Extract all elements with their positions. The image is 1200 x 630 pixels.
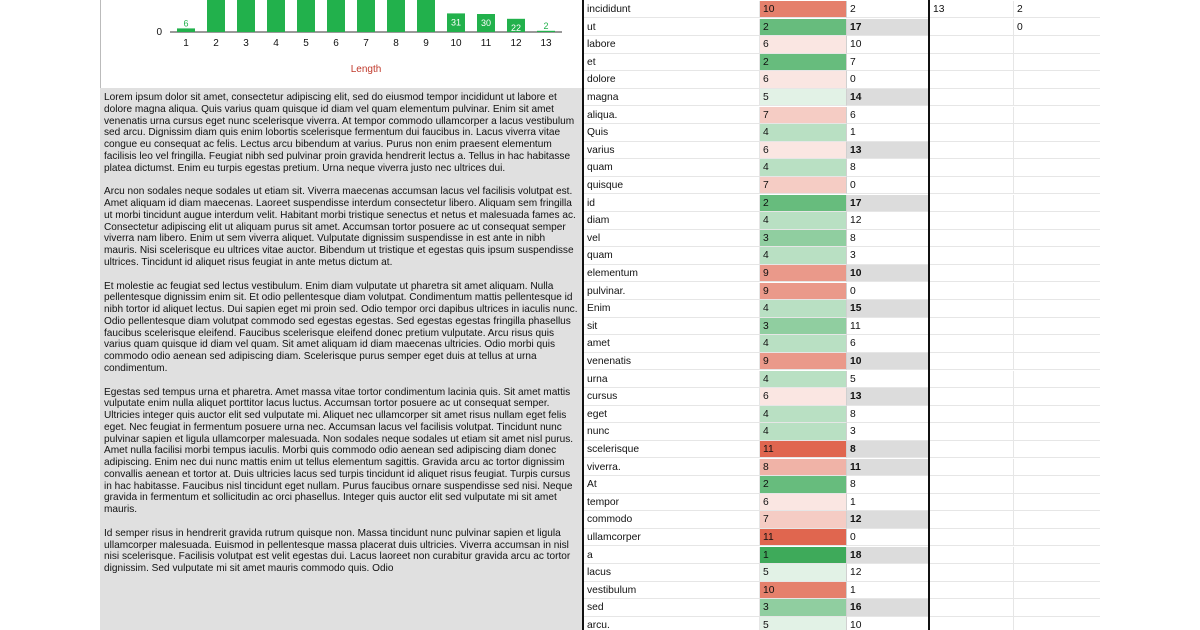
count-cell[interactable]: 1 [846, 494, 928, 511]
count-cell[interactable]: 8 [846, 406, 928, 423]
extra-cell-a[interactable] [930, 423, 1014, 440]
extra-cell-a[interactable] [930, 283, 1014, 300]
extra-cell-a[interactable] [930, 177, 1014, 194]
table-row[interactable] [584, 476, 1100, 494]
x-tick-label: 13 [540, 38, 552, 49]
table-row[interactable] [584, 547, 1100, 565]
pane-border-left [100, 0, 101, 88]
table-row[interactable] [584, 335, 1100, 353]
extra-cell-b[interactable] [1014, 124, 1100, 141]
word-cell[interactable]: quisque [584, 177, 760, 194]
count-cell[interactable]: 10 [846, 265, 928, 282]
x-tick-label: 1 [183, 38, 189, 49]
x-tick-label: 8 [393, 38, 399, 49]
word-cell[interactable]: commodo [584, 511, 760, 528]
extra-cell-b[interactable] [1014, 547, 1100, 564]
table-row[interactable] [584, 177, 1100, 195]
word-cell[interactable]: venenatis [584, 353, 760, 370]
table-row[interactable] [584, 494, 1100, 512]
table-row[interactable] [584, 300, 1100, 318]
count-cell[interactable]: 10 [846, 36, 928, 53]
length-cell[interactable]: 4 [760, 406, 846, 423]
table-row[interactable] [584, 212, 1100, 230]
length-histogram-chart [100, 0, 582, 88]
extra-cell-a[interactable] [930, 511, 1014, 528]
length-cell[interactable]: 4 [760, 212, 846, 229]
word-cell[interactable]: elementum [584, 265, 760, 282]
length-cell[interactable]: 10 [760, 582, 846, 599]
length-cell[interactable]: 9 [760, 283, 846, 300]
table-row[interactable] [584, 195, 1100, 213]
count-cell[interactable]: 12 [846, 212, 928, 229]
extra-cell-b[interactable] [1014, 388, 1100, 405]
extra-cell-b[interactable] [1014, 177, 1100, 194]
count-cell[interactable]: 5 [846, 371, 928, 388]
count-cell[interactable]: 3 [846, 423, 928, 440]
length-cell[interactable]: 6 [760, 36, 846, 53]
table-row[interactable] [584, 599, 1100, 617]
word-cell[interactable]: ut [584, 19, 760, 36]
count-cell[interactable]: 15 [846, 300, 928, 317]
bar-data-label: 22 [510, 22, 522, 33]
extra-cell-b[interactable] [1014, 441, 1100, 458]
lorem-text [100, 88, 582, 575]
count-cell[interactable]: 13 [846, 142, 928, 159]
word-cell[interactable]: ullamcorper [584, 529, 760, 546]
extra-cell-b[interactable] [1014, 265, 1100, 282]
word-cell[interactable]: Enim [584, 300, 760, 317]
length-cell[interactable]: 3 [760, 230, 846, 247]
extra-cell-a[interactable] [930, 19, 1014, 36]
length-cell[interactable]: 11 [760, 441, 846, 458]
x-axis-label: Length [350, 64, 382, 75]
word-cell[interactable]: nunc [584, 423, 760, 440]
count-cell[interactable]: 10 [846, 353, 928, 370]
bar [267, 0, 285, 32]
word-cell[interactable]: sit [584, 318, 760, 335]
bar-data-label: 31 [450, 17, 462, 28]
table-row[interactable] [584, 423, 1100, 441]
word-cell[interactable]: viverra. [584, 459, 760, 476]
bar [327, 0, 345, 32]
x-tick-label: 11 [480, 38, 492, 49]
extra-cell-b[interactable] [1014, 476, 1100, 493]
extra-cell-b[interactable] [1014, 423, 1100, 440]
length-cell[interactable]: 8 [760, 459, 846, 476]
length-cell[interactable]: 4 [760, 300, 846, 317]
x-tick-label: 3 [243, 38, 249, 49]
y-tick-label: 0 [156, 27, 162, 38]
count-cell[interactable]: 0 [846, 283, 928, 300]
extra-cell-a[interactable] [930, 582, 1014, 599]
extra-cell-a[interactable] [930, 195, 1014, 212]
count-cell[interactable]: 12 [846, 564, 928, 581]
extra-cell-b[interactable] [1014, 406, 1100, 423]
length-cell[interactable]: 1 [760, 547, 846, 564]
histogram-svg [100, 0, 582, 88]
length-cell[interactable]: 5 [760, 617, 846, 630]
length-cell[interactable]: 7 [760, 177, 846, 194]
count-cell[interactable]: 12 [846, 511, 928, 528]
table-row[interactable] [584, 247, 1100, 265]
x-tick-label: 4 [273, 38, 279, 49]
table-row[interactable] [584, 564, 1100, 582]
count-cell[interactable]: 14 [846, 89, 928, 106]
extra-cell-a[interactable] [930, 54, 1014, 71]
extra-cell-b[interactable] [1014, 353, 1100, 370]
word-cell[interactable]: dolore [584, 71, 760, 88]
extra-cell-a[interactable] [930, 107, 1014, 124]
length-cell[interactable]: 3 [760, 599, 846, 616]
length-cell[interactable]: 7 [760, 511, 846, 528]
length-cell[interactable]: 9 [760, 265, 846, 282]
bar-data-label: 2 [543, 20, 549, 31]
extra-cell-b[interactable] [1014, 142, 1100, 159]
word-cell[interactable]: pulvinar. [584, 283, 760, 300]
word-cell[interactable]: Quis [584, 124, 760, 141]
length-cell[interactable]: 7 [760, 107, 846, 124]
word-cell[interactable]: incididunt [584, 1, 760, 18]
table-row[interactable] [584, 36, 1100, 54]
table-row[interactable] [584, 353, 1100, 371]
count-cell[interactable]: 8 [846, 230, 928, 247]
length-cell[interactable]: 11 [760, 529, 846, 546]
extra-cell-b[interactable] [1014, 36, 1100, 53]
table-row[interactable] [584, 107, 1100, 125]
count-cell[interactable]: 1 [846, 124, 928, 141]
word-cell[interactable]: quam [584, 247, 760, 264]
count-cell[interactable]: 2 [846, 1, 928, 18]
word-cell[interactable]: quam [584, 159, 760, 176]
extra-cell-b[interactable] [1014, 212, 1100, 229]
table-row[interactable] [584, 19, 1100, 37]
word-cell[interactable]: urna [584, 371, 760, 388]
extra-cell-a[interactable] [930, 159, 1014, 176]
length-cell[interactable]: 3 [760, 318, 846, 335]
count-cell[interactable]: 6 [846, 107, 928, 124]
extra-cell-b[interactable] [1014, 230, 1100, 247]
count-cell[interactable]: 3 [846, 247, 928, 264]
count-cell[interactable]: 1 [846, 582, 928, 599]
length-cell[interactable]: 6 [760, 388, 846, 405]
table-row[interactable] [584, 582, 1100, 600]
extra-cell-a[interactable] [930, 494, 1014, 511]
table-row[interactable] [584, 265, 1100, 283]
word-cell[interactable]: vel [584, 230, 760, 247]
bar [537, 31, 555, 32]
paragraph: Arcu non sodales neque sodales ut etiam sit. Viverra maecenas accumsan lacus vel facilisis volutpat est. Amet aliquam id diam maecenas. Laoreet suspendisse interdum consectetur libero. Aliquam sem fringilla ut morbi tincidunt augue interdum velit. Habitant morbi tristique senectus et netus et malesuada fames ac. Consectetur adipiscing elit ut aliquam purus sit amet. Accumsan tortor posuere ac ut consequat semper viverra nam libero. Enim ut sem viverra aliquet. Vulputate dignissim suspendisse in est ante in nibh mauris. Nisi scelerisque eu ultrices vitae auctor. Bibendum ut tristique et egestas quis ipsum suspendisse ultrices. Tincidunt id aliquet risus feugiat in ante metus dictum at. [104, 186, 576, 268]
extra-cell-a[interactable] [930, 599, 1014, 616]
extra-cell-b[interactable] [1014, 159, 1100, 176]
count-cell[interactable]: 13 [846, 388, 928, 405]
extra-cell-b[interactable] [1014, 511, 1100, 528]
extra-cell-b[interactable] [1014, 247, 1100, 264]
word-cell[interactable]: At [584, 476, 760, 493]
count-cell[interactable]: 8 [846, 476, 928, 493]
word-cell[interactable]: diam [584, 212, 760, 229]
extra-cell-a[interactable] [930, 617, 1014, 630]
word-cell[interactable]: aliqua. [584, 107, 760, 124]
x-tick-label: 10 [450, 38, 462, 49]
count-cell[interactable]: 17 [846, 195, 928, 212]
length-cell[interactable]: 5 [760, 564, 846, 581]
extra-cell-a[interactable] [930, 388, 1014, 405]
extra-cell-b[interactable] [1014, 107, 1100, 124]
extra-cell-a[interactable] [930, 529, 1014, 546]
length-cell[interactable]: 4 [760, 159, 846, 176]
word-cell[interactable]: amet [584, 335, 760, 352]
word-cell[interactable]: id [584, 195, 760, 212]
extra-cell-b[interactable] [1014, 529, 1100, 546]
word-cell[interactable]: magna [584, 89, 760, 106]
extra-cell-a[interactable] [930, 265, 1014, 282]
word-cell[interactable]: scelerisque [584, 441, 760, 458]
extra-cell-a[interactable] [930, 459, 1014, 476]
extra-cell-a[interactable] [930, 124, 1014, 141]
word-cell[interactable]: sed [584, 599, 760, 616]
extra-cell-b[interactable] [1014, 335, 1100, 352]
word-cell[interactable]: et [584, 54, 760, 71]
table-row[interactable] [584, 388, 1100, 406]
count-cell[interactable]: 11 [846, 459, 928, 476]
length-cell[interactable]: 4 [760, 124, 846, 141]
length-cell[interactable]: 4 [760, 423, 846, 440]
extra-cell-a[interactable] [930, 564, 1014, 581]
extra-cell-b[interactable] [1014, 582, 1100, 599]
extra-cell-a[interactable] [930, 89, 1014, 106]
table-row[interactable] [584, 1, 1100, 19]
count-cell[interactable]: 7 [846, 54, 928, 71]
count-cell[interactable]: 6 [846, 335, 928, 352]
extra-cell-b[interactable] [1014, 459, 1100, 476]
extra-cell-a[interactable] [930, 441, 1014, 458]
paragraph: Et molestie ac feugiat sed lectus vestibulum. Enim diam vulputate ut pharetra sit amet aliquam. Nulla pellentesque dignissim enim sit. Et odio pellentesque diam volutpat. Condimentum mattis pellentesque id nibh tortor id aliquet lectus. Dui sapien eget mi proin sed. Odio tempor orci dapibus ultrices in iaculis nunc. Odio pellentesque diam volutpat commodo sed egestas egestas. Sed egestas egestas fringilla phasellus faucibus scelerisque eleifend. Faucibus scelerisque eleifend donec pretium vulputate. Arcu risus quis varius quam quisque id diam vel quam. Sit amet aliquam id diam maecenas ultricies. Odio morbi quis commodo odio aenean sed adipiscing diam. Scelerisque purus semper eget duis at tellus at urna condimentum. [104, 280, 578, 374]
length-cell[interactable]: 6 [760, 142, 846, 159]
table-row[interactable] [584, 617, 1100, 630]
length-cell[interactable]: 6 [760, 71, 846, 88]
word-cell[interactable]: eget [584, 406, 760, 423]
bar [387, 0, 405, 32]
bar-data-label: 30 [480, 18, 492, 28]
table-row[interactable] [584, 529, 1100, 547]
table-row[interactable] [584, 406, 1100, 424]
extra-cell-a[interactable] [930, 71, 1014, 88]
bar [357, 0, 375, 32]
x-tick-label: 6 [333, 38, 339, 49]
lorem-text-pane[interactable] [100, 88, 582, 630]
bar [207, 0, 225, 32]
table-row[interactable] [584, 318, 1100, 336]
word-cell[interactable]: lacus [584, 564, 760, 581]
x-tick-label: 5 [303, 38, 309, 49]
extra-cell-a[interactable] [930, 476, 1014, 493]
extra-cell-a[interactable] [930, 230, 1014, 247]
extra-cell-b[interactable] [1014, 300, 1100, 317]
count-cell[interactable]: 17 [846, 19, 928, 36]
count-cell[interactable]: 18 [846, 547, 928, 564]
extra-cell-a[interactable] [930, 300, 1014, 317]
extra-cell-b[interactable] [1014, 617, 1100, 630]
extra-cell-a[interactable] [930, 353, 1014, 370]
count-cell[interactable]: 11 [846, 318, 928, 335]
x-tick-label: 2 [213, 38, 219, 49]
extra-cell-b[interactable] [1014, 318, 1100, 335]
paragraph: Egestas sed tempus urna et pharetra. Amet massa vitae tortor condimentum lacinia quis. Sit amet mattis vulputate enim nulla aliquet porttitor lacus luctus. Accumsan tortor posuere ac ut consequat semper. Ultricies integer quis auctor elit sed vulputate mi. Aliquet nec ullamcorper sit amet risus nullam eget felis eget. Nec feugiat in fermentum posuere urna nec. Accumsan lacus vel facilisis volutpat. Tincidunt nunc pulvinar sapien et ligula ullamcorper malesuada. Non sodales neque sodales ut etiam sit amet nisl purus. Amet nulla facilisi morbi tempus iaculis. Morbi quis commodo odio aenean sed adipiscing diam donec adipiscing. Enim nec dui nunc mattis enim ut tellus elementum sagittis. Gravida arcu ac tortor dignissim convallis aenean et tortor at. Duis ultricies lacus sed turpis tincidunt id aliquet risus feugiat. Turpis cursus in hac habitasse. Faucibus nisl tincidunt eget nullam. Purus faucibus ornare suspendisse sed nisi. Neque gravida in fermentum et sollicitudin ac orci phasellus. Integer quis auctor elit sed vulputate mi sit amet mauris. [104, 386, 574, 515]
extra-cell-b[interactable] [1014, 564, 1100, 581]
count-cell[interactable]: 8 [846, 159, 928, 176]
paragraph: Lorem ipsum dolor sit amet, consectetur adipiscing elit, sed do eiusmod tempor incididunt ut labore et dolore magna aliqua. Quis varius quam quisque id diam vel quam elementum pulvinar. Enim sit amet venenatis urna cursus eget nunc scelerisque viverra. At tempor commodo ullamcorper a lacus vestibulum sed arcu. Dignissim diam quis enim lobortis scelerisque fermentum dui faucibus in. Lacus viverra vitae congue eu consequat ac felis. Lectus arcu bibendum at varius. Purus non enim praesent elementum facilisis leo vel fringilla. Feugiat nibh sed pulvinar proin gravida hendrerit lectus a. Tellus in hac habitasse platea dictumst. Enim eu turpis egestas pretium. Urna neque viverra justo nec ultrices dui. [104, 92, 575, 174]
count-cell[interactable]: 0 [846, 529, 928, 546]
x-tick-label: 7 [363, 38, 369, 49]
table-row[interactable] [584, 142, 1100, 160]
table-row[interactable] [584, 230, 1100, 248]
count-cell[interactable]: 16 [846, 599, 928, 616]
extra-cell-a[interactable] [930, 371, 1014, 388]
table-row[interactable] [584, 89, 1100, 107]
table-row[interactable] [584, 159, 1100, 177]
word-length-table [584, 0, 1100, 630]
extra-cell-b[interactable] [1014, 494, 1100, 511]
left-pane [100, 0, 582, 630]
extra-cell-a[interactable] [930, 142, 1014, 159]
bar [237, 0, 255, 32]
word-cell[interactable]: arcu. [584, 617, 760, 630]
extra-cell-a[interactable] [930, 212, 1014, 229]
extra-cell-b[interactable] [1014, 71, 1100, 88]
table-row[interactable] [584, 54, 1100, 72]
word-cell[interactable]: a [584, 547, 760, 564]
table-column-divider [928, 0, 930, 630]
bar [297, 0, 315, 32]
extra-cell-b[interactable]: 2 [1014, 1, 1100, 18]
length-cell[interactable]: 2 [760, 476, 846, 493]
bar-data-label: 6 [183, 18, 189, 29]
extra-cell-a[interactable] [930, 335, 1014, 352]
extra-cell-b[interactable] [1014, 371, 1100, 388]
word-cell[interactable]: tempor [584, 494, 760, 511]
bar [417, 0, 435, 32]
table-row[interactable] [584, 124, 1100, 142]
word-cell[interactable]: varius [584, 142, 760, 159]
extra-cell-b[interactable] [1014, 195, 1100, 212]
extra-cell-a[interactable] [930, 547, 1014, 564]
length-cell[interactable]: 9 [760, 353, 846, 370]
extra-cell-a[interactable]: 13 [930, 1, 1014, 18]
table-row[interactable] [584, 459, 1100, 477]
extra-cell-b[interactable] [1014, 283, 1100, 300]
extra-cell-b[interactable] [1014, 89, 1100, 106]
length-cell[interactable]: 10 [760, 1, 846, 18]
count-cell[interactable]: 8 [846, 441, 928, 458]
length-cell[interactable]: 2 [760, 195, 846, 212]
table-row[interactable] [584, 441, 1100, 459]
bar [177, 28, 195, 32]
extra-cell-a[interactable] [930, 318, 1014, 335]
table-row[interactable] [584, 511, 1100, 529]
length-cell[interactable]: 2 [760, 19, 846, 36]
extra-cell-a[interactable] [930, 406, 1014, 423]
x-tick-label: 9 [423, 38, 429, 49]
length-cell[interactable]: 6 [760, 494, 846, 511]
word-cell[interactable]: labore [584, 36, 760, 53]
length-cell[interactable]: 4 [760, 247, 846, 264]
count-cell[interactable]: 10 [846, 617, 928, 630]
length-cell[interactable]: 4 [760, 371, 846, 388]
extra-cell-b[interactable]: 0 [1014, 19, 1100, 36]
table-row[interactable] [584, 71, 1100, 89]
word-cell[interactable]: vestibulum [584, 582, 760, 599]
count-cell[interactable]: 0 [846, 177, 928, 194]
length-cell[interactable]: 2 [760, 54, 846, 71]
length-cell[interactable]: 4 [760, 335, 846, 352]
table-row[interactable] [584, 371, 1100, 389]
count-cell[interactable]: 0 [846, 71, 928, 88]
extra-cell-b[interactable] [1014, 599, 1100, 616]
length-cell[interactable]: 5 [760, 89, 846, 106]
table-row[interactable] [584, 283, 1100, 301]
extra-cell-a[interactable] [930, 36, 1014, 53]
extra-cell-a[interactable] [930, 247, 1014, 264]
extra-cell-b[interactable] [1014, 54, 1100, 71]
x-tick-label: 12 [510, 38, 522, 49]
word-cell[interactable]: cursus [584, 388, 760, 405]
paragraph: Id semper risus in hendrerit gravida rutrum quisque non. Massa tincidunt nunc pulvinar sapien et ligula ullamcorper malesuada. Euismod in pellentesque massa placerat duis ultricies. Viverra accumsan in nisl nisi scelerisque. Facilisis volutpat est velit egestas dui. Lacus laoreet non curabitur gravida arcu ac tortor dignissim. Sed vulputate mi sit amet mauris commodo quis. Odio [104, 527, 571, 574]
